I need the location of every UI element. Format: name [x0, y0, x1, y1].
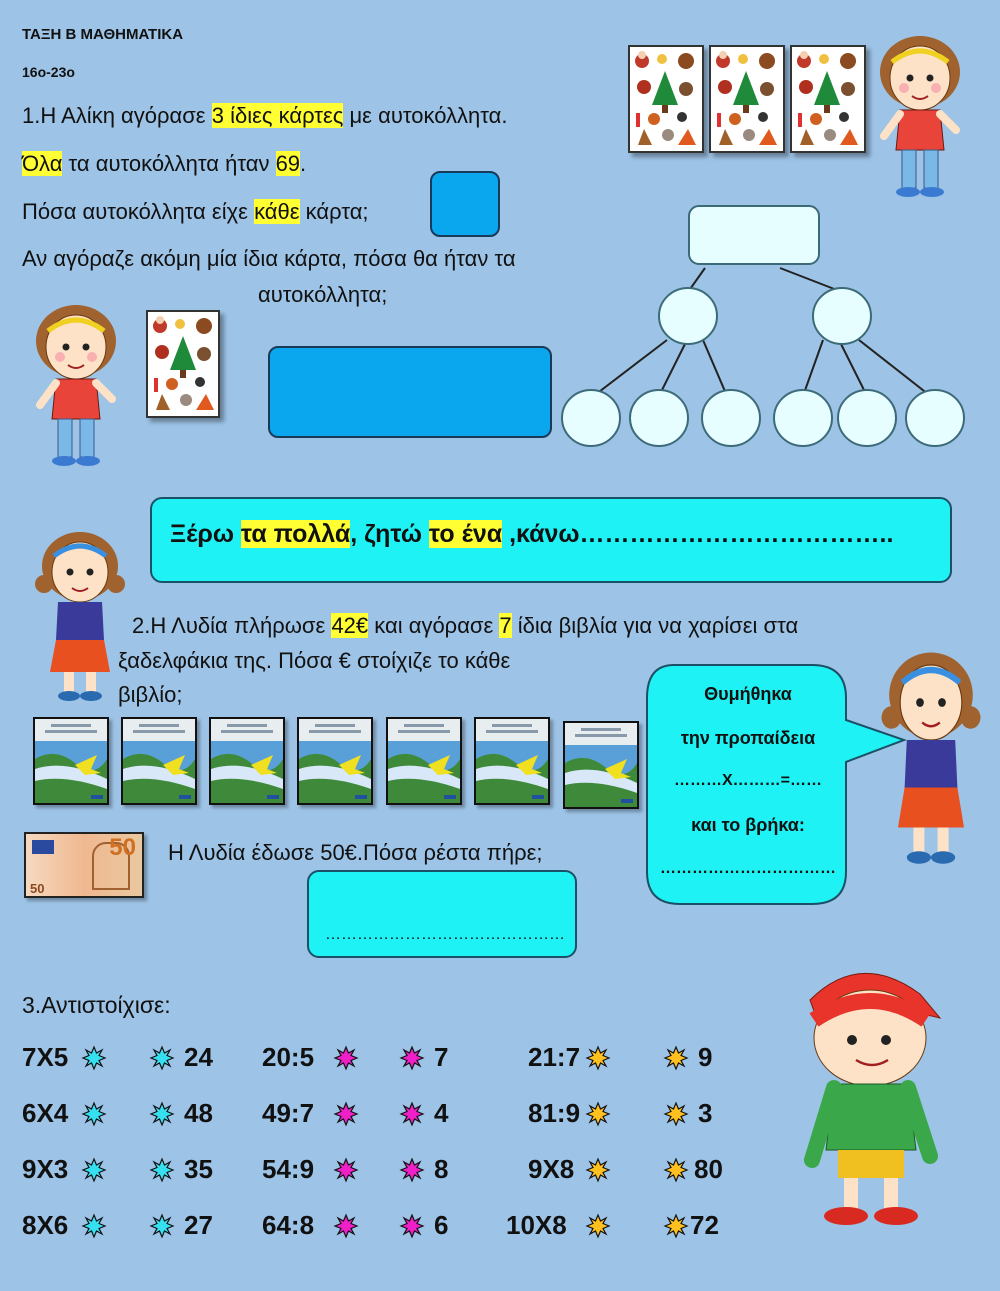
tree-leaf[interactable]	[906, 390, 964, 446]
match-item-col6[interactable]: 80	[694, 1154, 723, 1184]
sticker-card	[709, 45, 785, 153]
tree-root-box[interactable]	[689, 206, 819, 264]
match-point-star-icon[interactable]	[663, 1213, 689, 1239]
girl-illustration	[26, 295, 136, 480]
match-item-col3[interactable]: 64:8	[262, 1210, 315, 1240]
book-illustration	[563, 721, 639, 809]
q1-line3: Πόσα αυτοκόλλητα είχε κάθε κάρτα;	[22, 199, 369, 224]
match-point-star-icon[interactable]	[585, 1213, 611, 1239]
girl-illustration	[30, 522, 130, 707]
match-point-star-icon[interactable]	[663, 1045, 689, 1071]
match-item-col5[interactable]: 21:7	[528, 1042, 581, 1072]
match-point-star-icon[interactable]	[333, 1157, 359, 1183]
q1-answer-box-small[interactable]	[430, 171, 500, 237]
q1-line5: αυτοκόλλητα;	[258, 282, 388, 307]
banknote-value: 50	[109, 834, 136, 861]
q1-line2: Όλα τα αυτοκόλλητα ήταν 69.	[22, 151, 307, 176]
match-point-star-icon[interactable]	[149, 1045, 175, 1071]
bubble-line4: και το βρήκα:	[691, 815, 805, 835]
banknote-value-small: 50	[30, 881, 45, 896]
girl-illustration	[870, 26, 980, 201]
match-point-star-icon[interactable]	[399, 1213, 425, 1239]
bubble-line5: ……………………………	[660, 860, 836, 877]
book-illustration	[386, 717, 462, 805]
match-point-star-icon[interactable]	[81, 1157, 107, 1183]
match-point-star-icon[interactable]	[81, 1213, 107, 1239]
match-item-col2[interactable]: 48	[184, 1098, 213, 1128]
match-point-star-icon[interactable]	[333, 1101, 359, 1127]
match-item-col2[interactable]: 24	[184, 1042, 213, 1072]
book-illustration	[474, 717, 550, 805]
rule-banner	[150, 497, 952, 583]
match-point-star-icon[interactable]	[399, 1157, 425, 1183]
q1-line4: Αν αγόραζε ακόμη μία ίδια κάρτα, πόσα θα ήταν τα	[22, 246, 516, 271]
banknote-50	[24, 832, 144, 898]
class-label: ΤΑΞΗ Β ΜΑΘΗΜΑΤΙΚΑ	[22, 26, 184, 43]
tree-leaf[interactable]	[702, 390, 760, 446]
q3-title: 3.Αντιστοίχισε:	[22, 992, 171, 1018]
book-illustration	[33, 717, 109, 805]
book-illustration	[209, 717, 285, 805]
match-item-col4[interactable]: 4	[434, 1098, 449, 1128]
match-item-col3[interactable]: 49:7	[262, 1098, 315, 1128]
tree-leaf[interactable]	[630, 390, 688, 446]
sticker-card	[628, 45, 704, 153]
match-point-star-icon[interactable]	[149, 1213, 175, 1239]
match-point-star-icon[interactable]	[663, 1101, 689, 1127]
match-point-star-icon[interactable]	[663, 1157, 689, 1183]
tree-leaf[interactable]	[774, 390, 832, 446]
tree-node[interactable]	[813, 288, 871, 344]
match-point-star-icon[interactable]	[333, 1213, 359, 1239]
match-item-col4[interactable]: 6	[434, 1210, 449, 1240]
match-item-col6[interactable]: 72	[690, 1210, 719, 1240]
book-illustration	[297, 717, 373, 805]
match-item-col6[interactable]: 3	[698, 1098, 713, 1128]
match-item-col3[interactable]: 54:9	[262, 1154, 315, 1184]
rule-text: Ξέρω τα πολλά, ζητώ το ένα ,κάνω………………………………..	[170, 520, 894, 548]
match-point-star-icon[interactable]	[399, 1101, 425, 1127]
match-item-col1[interactable]: 6Χ4	[22, 1098, 69, 1128]
match-point-star-icon[interactable]	[585, 1045, 611, 1071]
q2-line3: βιβλίο;	[118, 682, 183, 707]
boy-illustration	[790, 960, 960, 1235]
bubble-line1: Θυμήθηκα	[704, 684, 792, 704]
match-item-col1[interactable]: 9Χ3	[22, 1154, 69, 1184]
match-item-col5[interactable]: 81:9	[528, 1098, 581, 1128]
pages-label: 16ο-23ο	[22, 64, 75, 80]
match-item-col4[interactable]: 7	[434, 1042, 449, 1072]
match-item-col1[interactable]: 8Χ6	[22, 1210, 69, 1240]
tree-diagram	[555, 200, 970, 460]
match-point-star-icon[interactable]	[149, 1101, 175, 1127]
bubble-line2: την προπαίδεια	[680, 728, 816, 748]
match-item-col5[interactable]: 10Χ8	[506, 1210, 567, 1240]
q1-answer-box-large[interactable]	[268, 346, 552, 438]
match-item-col3[interactable]: 20:5	[262, 1042, 315, 1072]
sticker-card-single	[146, 310, 220, 418]
bubble-line3: ………Χ………=……	[673, 772, 822, 789]
q2-change-question: Η Λυδία έδωσε 50€.Πόσα ρέστα πήρε;	[168, 840, 543, 865]
match-item-col1[interactable]: 7Χ5	[22, 1042, 69, 1072]
tree-leaf[interactable]	[562, 390, 620, 446]
match-point-star-icon[interactable]	[585, 1157, 611, 1183]
match-point-star-icon[interactable]	[81, 1101, 107, 1127]
tree-node[interactable]	[659, 288, 717, 344]
q2-line1: 2.Η Λυδία πλήρωσε 42€ και αγόρασε 7 ίδια βιβλία για να χαρίσει στα	[132, 613, 799, 638]
match-point-star-icon[interactable]	[399, 1045, 425, 1071]
book-illustration	[121, 717, 197, 805]
q1-line1: 1.Η Αλίκη αγόρασε 3 ίδιες κάρτες με αυτοκόλλητα.	[22, 103, 508, 128]
q2-line2: ξαδελφάκια της. Πόσα € στοίχιζε το κάθε	[118, 648, 511, 673]
match-item-col6[interactable]: 9	[698, 1042, 713, 1072]
match-item-col4[interactable]: 8	[434, 1154, 449, 1184]
match-point-star-icon[interactable]	[81, 1045, 107, 1071]
q2-answer-box[interactable]	[307, 870, 577, 958]
match-point-star-icon[interactable]	[149, 1157, 175, 1183]
match-item-col2[interactable]: 35	[184, 1154, 213, 1184]
eu-flag-icon	[32, 840, 54, 854]
match-item-col2[interactable]: 27	[184, 1210, 213, 1240]
sticker-card	[790, 45, 866, 153]
tree-leaf[interactable]	[838, 390, 896, 446]
q2-answer-dots: ………………………………………	[325, 926, 565, 943]
match-item-col5[interactable]: 9Χ8	[528, 1154, 575, 1184]
match-point-star-icon[interactable]	[585, 1101, 611, 1127]
match-point-star-icon[interactable]	[333, 1045, 359, 1071]
